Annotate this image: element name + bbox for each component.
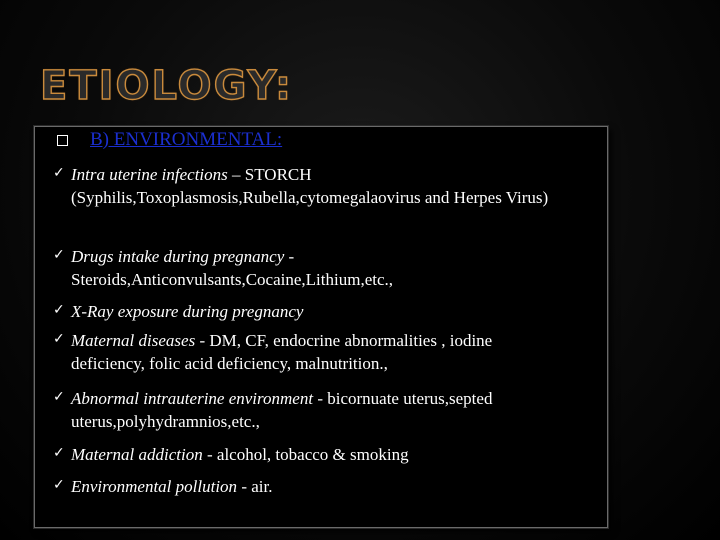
item-detail: - alcohol, tobacco & smoking [202, 445, 409, 464]
checkmark-icon: ✓ [53, 477, 65, 493]
item-detail: - air. [237, 477, 273, 496]
slide-title: ETIOLOGY: [40, 63, 293, 109]
item-lead: Maternal diseases [71, 331, 196, 350]
section-heading: B) ENVIRONMENTAL: [90, 129, 283, 150]
item-detail: – STORCH (Syphilis,Toxoplasmosis,Rubella,cytomegalaovirus and Herpes Virus) [71, 165, 549, 207]
item-lead: Maternal addiction [71, 445, 203, 464]
item-detail: - bicornuate uterus,septed uterus,polyhydramnios,etc., [71, 389, 493, 431]
item-lead: Drugs intake during pregnancy [71, 247, 285, 266]
checkmark-icon: ✓ [53, 445, 65, 461]
item-lead: X-Ray exposure during pregnancy [71, 302, 304, 321]
item-lead: Environmental pollution [71, 477, 238, 496]
item-detail: - DM, CF, endocrine abnormalities , iodine deficiency, folic acid deficiency, malnutrition., [71, 331, 493, 373]
square-bullet-icon [57, 135, 68, 146]
checkmark-icon: ✓ [53, 331, 65, 347]
content-panel [34, 126, 608, 528]
item-detail: - Steroids,Anticonvulsants,Cocaine,Lithium,etc., [71, 247, 394, 289]
checkmark-icon: ✓ [53, 247, 65, 263]
item-lead: Intra uterine infections [71, 165, 228, 184]
checkmark-icon: ✓ [53, 389, 65, 405]
item-lead: Abnormal intrauterine environment [71, 389, 314, 408]
checkmark-icon: ✓ [53, 302, 65, 318]
section-heading-row [57, 127, 282, 153]
checkmark-icon: ✓ [53, 165, 65, 181]
